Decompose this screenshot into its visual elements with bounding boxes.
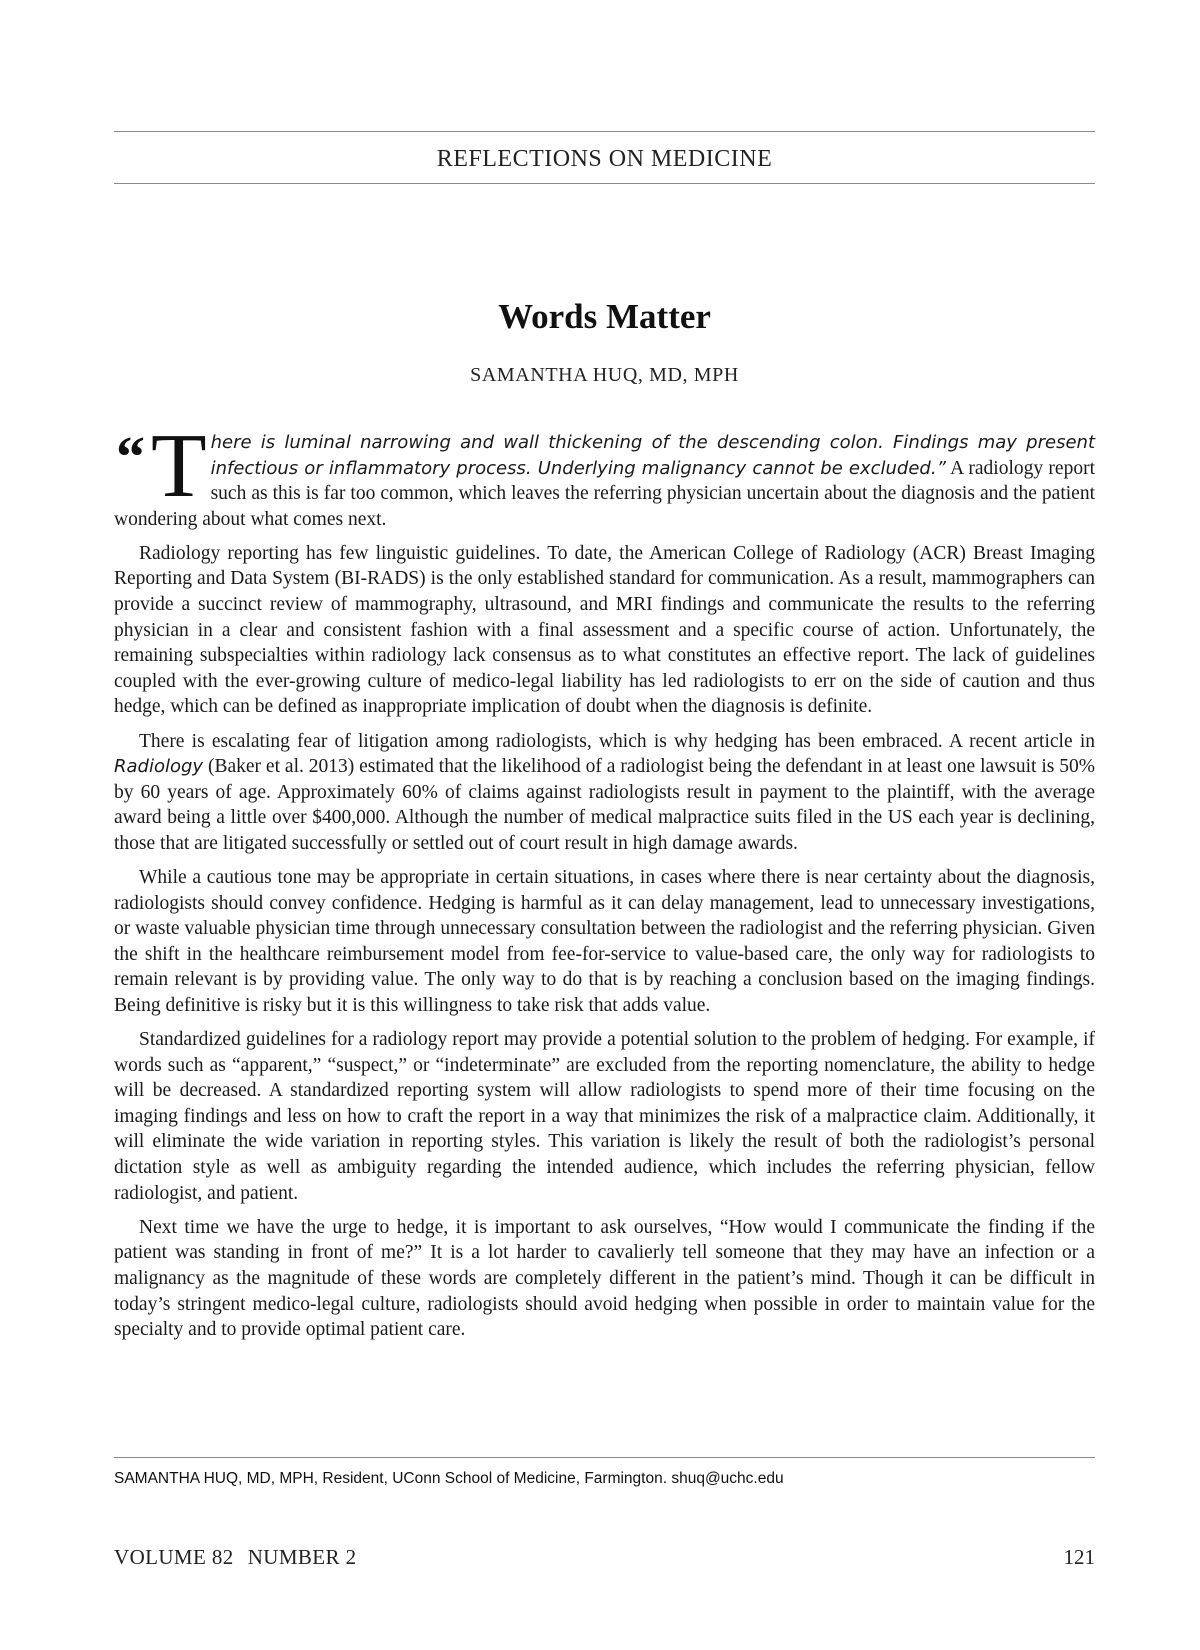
page-number: 121 (1063, 1545, 1095, 1569)
paragraph-2: Radiology reporting has few linguistic guidelines. To date, the American College of Radiology (ACR) Breast Imaging Reporting and Data System (BI-RADS) is the only established standard for communication. As a result, mammographers can provide a succinct review of mammography, ultrasound, and MRI findings and communicate the results to the referring physician in a clear and consistent fashion with a final assessment and a specific course of action. Unfortunately, the remaining subspecialties within radiology lack consensus as to what constitutes an effective report. The lack of guidelines coupled with the ever-growing culture of medico-legal liability has led radiologists to err on the side of caution and thus hedge, which can be defined as inappropriate implication of doubt when the diagnosis is definite. (114, 542, 1095, 718)
drop-cap: T (151, 415, 207, 516)
paragraph-3-text-b: (Baker et al. 2013) estimated that the likelihood of a radiologist being the defendant in at least one lawsuit is 50% by 60 years of age. Approximately 60% of claims against radiologists result in payment to the plaintiff, with the average award being a little over $400,000. Although the number of medical malpractice suits filed in the US each year is declining, those that are litigated successfully or settled out of court result in high damage awards. (114, 756, 1095, 854)
issue-label: NUMBER 2 (247, 1545, 357, 1569)
paragraph-3 (114, 729, 1095, 857)
paragraph-4: While a cautious tone may be appropriate in certain situations, in cases where there is near certainty about the diagnosis, radiologists should convey confidence. Hedging is harmful as it can delay management, lead to unnecessary investigations, or waste valuable physician time through unnecessary consultation between the radiologist and the referring physician. Given the shift in the healthcare reimbursement model from fee-for-service to value-based care, the only way for radiologists to remain relevant is by providing value. The only way to do that is by reaching a conclusion based on the imaging findings. Being definitive is risky but it is this willingness to take risk that adds value. (114, 867, 1095, 1016)
paragraph-3-text-a: There is escalating fear of litigation among radiologists, which is why hedging has been embraced. A recent article in (139, 730, 1095, 752)
paragraph-6: Next time we have the urge to hedge, it is important to ask ourselves, “How would I communicate the finding if the patient was standing in front of me?” It is a lot harder to cavalierly tell someone that they may have an infection or a malignancy as the magnitude of these words are completely different in the patient’s mind. Though it can be difficult in today’s stringent medico-legal culture, radiologists should avoid hedging when possible in order to maintain value for the specialty and to provide optimal patient care. (114, 1216, 1095, 1341)
paragraph-1 (114, 415, 1095, 532)
header-top-rule (114, 131, 1095, 132)
author-footnote: SAMANTHA HUQ, MD, MPH, Resident, UConn School of Medicine, Farmington. shuq@uchc.edu (114, 1470, 784, 1487)
article-title: Words Matter (498, 297, 711, 336)
author-byline: SAMANTHA HUQ, MD, MPH (470, 364, 739, 386)
footnote-rule (114, 1457, 1095, 1458)
section-title: REFLECTIONS ON MEDICINE (436, 146, 773, 172)
journal-name: Radiology (114, 756, 204, 778)
paragraph-5: Standardized guidelines for a radiology report may provide a potential solution to the problem of hedging. For example, if words such as “apparent,” “suspect,” or “indeterminate” are excluded from the reporting nomenclature, the ability to hedge will be decreased. A standardized reporting system will allow radiologists to spend more of their time focusing on the imaging findings and less on how to craft the report in a way that minimizes the risk of a malpractice claim. Additionally, it will eliminate the wide variation in reporting styles. This variation is likely the result of both the radiologist’s personal dictation style as well as ambiguity regarding the intended audience, which includes the referring physician, fellow radiologist, and patient. (114, 1029, 1095, 1204)
paragraph-1-text: A radiology report such as this is far too common, which leaves the referring physician uncertain about the diagnosis and the patient wondering about what comes next. (114, 457, 1095, 530)
opening-quote-text: here is luminal narrowing and wall thickening of the descending colon. Findings may present infectious or inflammatory process. Underlying malignancy cannot be excluded.” (210, 432, 1095, 479)
opening-quote-mark: “ (116, 424, 145, 489)
article-body (114, 415, 1095, 1351)
header-bottom-rule (114, 183, 1095, 184)
volume-label: VOLUME 82 (114, 1545, 234, 1569)
volume-issue (114, 1545, 356, 1570)
